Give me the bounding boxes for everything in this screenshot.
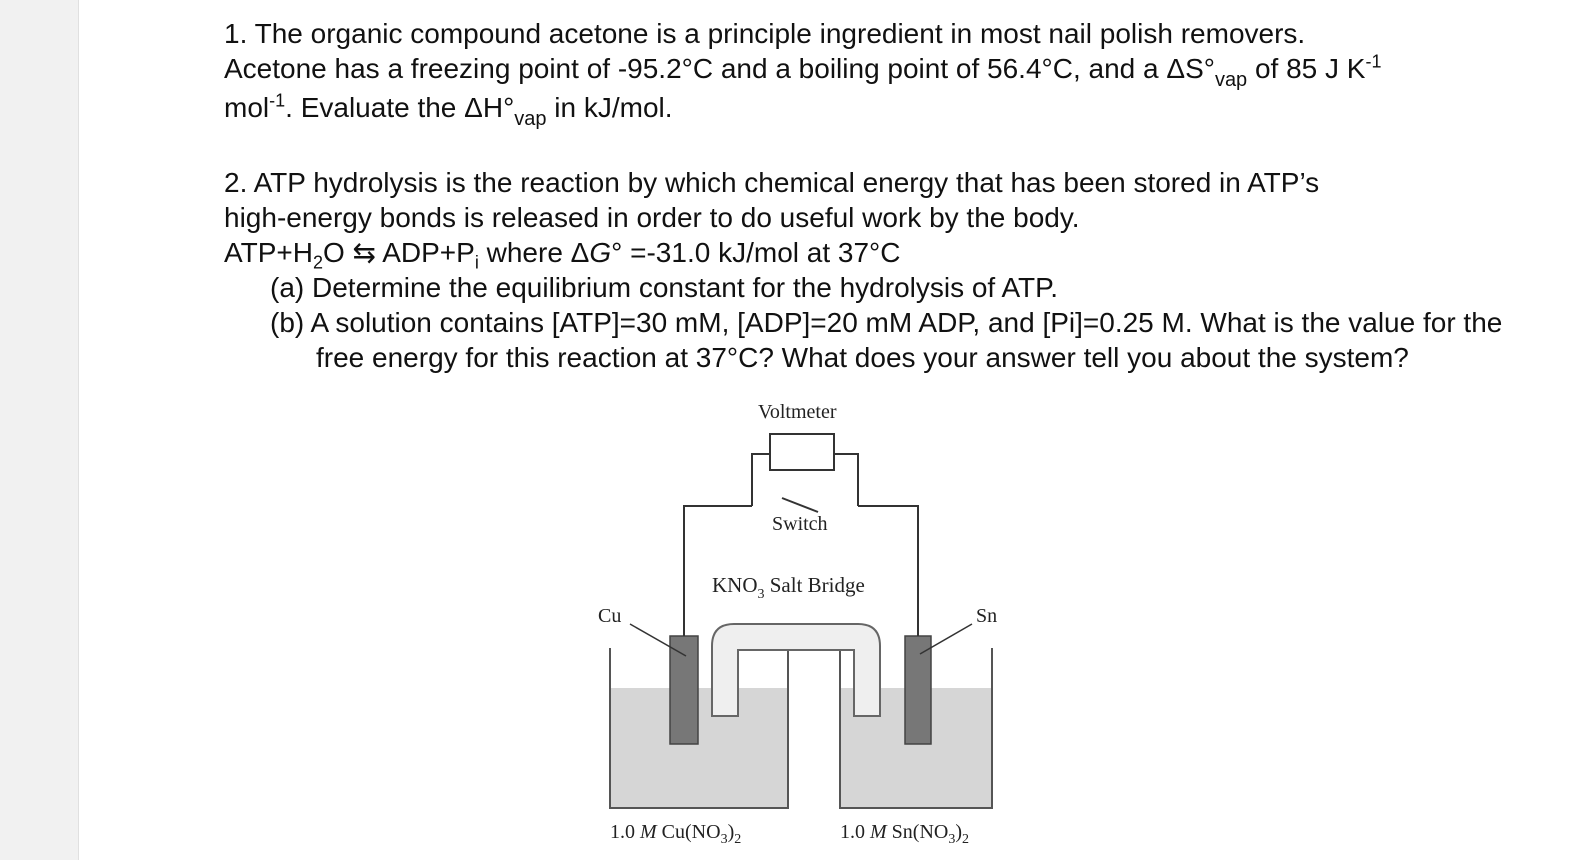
eq-subscript-2: 2 xyxy=(312,252,323,273)
q1-subscript-vap-2: vap xyxy=(514,108,547,130)
q2-text-1: 2. ATP hydrolysis is the reaction by which chemical energy that has been stored in ATP’s xyxy=(224,167,1320,198)
q1-text-4: mol xyxy=(224,92,270,123)
voltmeter-left-lead xyxy=(752,454,770,506)
voltmeter-box xyxy=(770,434,834,470)
right-wire xyxy=(858,506,918,636)
eq-g: G xyxy=(589,237,612,268)
q1-text-2: Acetone has a freezing point of -95.2°C and a boiling point of 56.4°C, and a ΔS° xyxy=(224,53,1215,84)
q1-line-2 xyxy=(224,51,1554,90)
q2-part-a xyxy=(224,270,1554,305)
q1-superscript-2: -1 xyxy=(269,90,286,111)
eq-rest: ° =-31.0 kJ/mol at 37°C xyxy=(611,237,901,268)
q2-part-b-text: (b) A solution contains [ATP]=30 mM, [ADP]=20 mM ADP, and [Pi]=0.25 M. What is the value for the free energy for this reaction at 37°C? What does your answer tell you about the system? xyxy=(270,307,1503,373)
cu-electrode xyxy=(670,636,698,744)
right-solution-label: 1.0 M $Sn(NO_3)_2$ xyxy=(840,821,970,847)
left-solution-label: 1.0 M $Cu(NO_3)_2$ xyxy=(610,821,742,847)
spacer xyxy=(224,129,1554,165)
q1-text-6: in kJ/mol. xyxy=(546,92,673,123)
salt-bridge-label: $KNO_3$ Salt Bridge xyxy=(712,573,865,602)
galvanic-cell-diagram xyxy=(590,398,1030,860)
q1-text-5: . Evaluate the ΔH° xyxy=(285,92,515,123)
voltmeter-right-lead xyxy=(834,454,858,506)
q2-text-2: high-energy bonds is released in order to do useful work by the body. xyxy=(224,202,1080,233)
q1-line-1 xyxy=(224,16,1554,51)
eq-o: O xyxy=(322,237,353,268)
q2-line-1 xyxy=(224,165,1554,200)
q2-part-a-text: (a) Determine the equilibrium constant for the hydrolysis of ATP. xyxy=(270,272,1058,303)
eq-where: where Δ xyxy=(478,237,590,268)
cu-label: Cu xyxy=(598,605,622,627)
q1-line-3 xyxy=(224,90,1554,129)
sn-label: Sn xyxy=(976,605,998,627)
eq-atp: ATP+H xyxy=(224,237,313,268)
eq-adp: ADP+P xyxy=(376,237,475,268)
q2-part-b xyxy=(224,305,1554,375)
sn-electrode xyxy=(905,636,931,744)
left-margin-rail xyxy=(0,0,79,860)
voltmeter-label: Voltmeter xyxy=(758,401,837,423)
q1-text-1: 1. The organic compound acetone is a principle ingredient in most nail polish removers. xyxy=(224,18,1306,49)
switch-label: Switch xyxy=(772,513,828,535)
switch-lever xyxy=(782,498,818,512)
q1-superscript: -1 xyxy=(1365,51,1382,72)
equilibrium-arrow-icon: ⇆ xyxy=(352,237,376,268)
eq-subscript-i: i xyxy=(474,252,479,273)
q2-equation xyxy=(224,235,1554,273)
problem-document xyxy=(224,16,1554,375)
q2-line-2 xyxy=(224,200,1554,235)
left-wire xyxy=(684,506,752,636)
left-solution xyxy=(610,688,788,808)
q1-subscript-vap: vap xyxy=(1214,69,1248,91)
q1-text-3: of 85 J K xyxy=(1247,53,1366,84)
salt-bridge xyxy=(712,624,880,716)
